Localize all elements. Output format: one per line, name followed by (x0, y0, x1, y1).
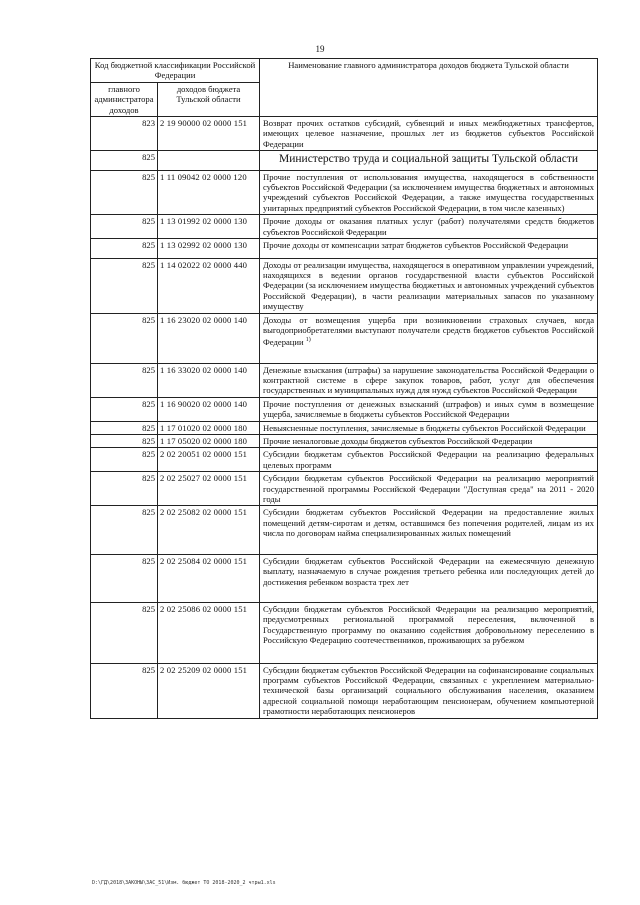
table-row (91, 215, 598, 239)
revenue-administrators-table (90, 58, 598, 719)
cell-spacer (263, 539, 594, 553)
revenue-name-text: Прочие доходы от оказания платных услуг (работ) получателями средств бюджетов субъектов Российской Федерации (263, 216, 595, 237)
revenue-name-text: Доходы от реализации имущества, находящегося в оперативном управлении учреждений, находящихся в ведении органов государственной власти субъектов Российской Федерации (за исключением имущества бюджетных и автономных учреждений субъектов Российской Федерации), в части реализации материальных запасов по указанному имуществу (263, 259, 595, 312)
revenue-code: 2 02 25027 02 0000 151 (158, 472, 260, 506)
admin-code: 825 (91, 363, 158, 397)
revenue-code: 1 11 09042 02 0000 120 (158, 170, 260, 215)
revenue-name (260, 472, 598, 506)
table-row (91, 117, 598, 151)
revenue-name (260, 170, 598, 215)
table-row (91, 448, 598, 472)
admin-code: 825 (91, 554, 158, 602)
cell-spacer (263, 348, 594, 362)
revenue-name-text: Субсидии бюджетам субъектов Российской Федерации на предоставление жилых помещений детям-сиротам и детям, оставшимся без попечения родителей, лицам из их числа по договорам найма специализированных жилых помещений (263, 507, 595, 539)
revenue-name-text: Субсидии бюджетам субъектов Российской Федерации на реализацию мероприятий государственной программы Российской Федерации "Доступная среда" на 2011 - 2020 годы (263, 473, 595, 505)
admin-code: 825 (91, 239, 158, 258)
admin-code: 825 (91, 397, 158, 421)
revenue-name-text: Субсидии бюджетам субъектов Российской Федерации на реализацию федеральных целевых программ (263, 449, 595, 470)
revenue-name (260, 363, 598, 397)
table-row (91, 239, 598, 258)
admin-code: 825 (91, 435, 158, 448)
admin-code: 825 (91, 602, 158, 663)
table-row (91, 170, 598, 215)
revenue-code: 2 02 25082 02 0000 151 (158, 506, 260, 554)
revenue-name-text: Прочие неналоговые доходы бюджетов субъектов Российской Федерации (263, 436, 533, 447)
revenue-name (260, 602, 598, 663)
header-administrator-name: Наименование главного администратора доходов бюджета Тульской области (260, 59, 598, 117)
revenue-name-text: Субсидии бюджетам субъектов Российской Федерации на ежемесячную денежную выплату, назначаемую в случае рождения третьего ребенка или последующих детей до достижения ребенком возраста трех лет (263, 555, 595, 587)
footer-file-path: D:\ГД\2018\ЗАКОНЫ\ЗАС_51\Изм. бюджет ТО 2018-2020_2 чтры1.xls (92, 880, 276, 886)
table-row (91, 472, 598, 506)
table-row (91, 313, 598, 363)
revenue-code: 1 16 23020 02 0000 140 (158, 313, 260, 363)
header-main-administrator: главного администратора доходов (91, 82, 158, 116)
admin-code: 825 (91, 215, 158, 239)
revenue-code: 1 17 01020 02 0000 180 (158, 421, 260, 434)
admin-code: 825 (91, 313, 158, 363)
table-body (91, 117, 598, 719)
admin-code: 825 (91, 472, 158, 506)
table-row (91, 663, 598, 718)
revenue-code: 1 13 02992 02 0000 130 (158, 239, 260, 258)
table-row (91, 151, 598, 170)
revenue-code: 1 14 02022 02 0000 440 (158, 258, 260, 313)
revenue-code: 2 02 20051 02 0000 151 (158, 448, 260, 472)
footnote-marker: 1) (305, 337, 311, 344)
header-budget-classification: Код бюджетной классификации Российской Федерации (91, 59, 260, 83)
revenue-code: 1 13 01992 02 0000 130 (158, 215, 260, 239)
revenue-name (260, 554, 598, 602)
table-row (91, 554, 598, 602)
page-number: 19 (315, 44, 325, 54)
cell-spacer (263, 251, 594, 257)
revenue-name-text: Денежные взыскания (штрафы) за нарушение законодательства Российской Федерации о контрактной системе в сфере закупок товаров, работ, услуг для обеспечения государственных и муниципальных нужд для нужд субъектов Российской Федерации (263, 364, 595, 396)
revenue-name-text: Прочие поступления от денежных взысканий (штрафов) и иных сумм в возмещение ущерба, зачисляемые в бюджеты субъектов Российской Федерации (263, 398, 595, 420)
revenue-name (260, 506, 598, 554)
revenue-name (260, 215, 598, 239)
table-row (91, 506, 598, 554)
revenue-name-text: Доходы от возмещения ущерба при возникновении страховых случаев, когда выгодоприобретателями выступают получатели средств бюджетов субъектов Российской Федерации (263, 314, 595, 348)
admin-code: 825 (91, 421, 158, 434)
revenue-name-text: Возврат прочих остатков субсидий, субвенций и иных межбюджетных трансфертов, имеющих целевое назначение, прошлых лет из бюджетов субъектов Российской Федерации (263, 118, 595, 149)
revenue-name-text: Прочие доходы от компенсации затрат бюджетов субъектов Российской Федерации (263, 240, 569, 251)
revenue-name (260, 117, 598, 151)
admin-code: 825 (91, 151, 158, 170)
revenue-name-text: Министерство труда и социальной защиты Тульской области (279, 153, 579, 166)
admin-code: 825 (91, 663, 158, 718)
table-row (91, 258, 598, 313)
revenue-code (158, 151, 260, 170)
revenue-name-text: Субсидии бюджетам субъектов Российской Федерации на реализацию мероприятий, предусмотренных региональной программой переселения, включенной в Государственную программу по оказанию содействия добровольному переселению в Российскую Федерацию соотечественников, проживающих за рубежом (263, 603, 595, 646)
revenue-code: 2 19 90000 02 0000 151 (158, 117, 260, 151)
table-row (91, 602, 598, 663)
table-row (91, 363, 598, 397)
cell-spacer (263, 646, 594, 662)
revenue-name-text: Невыясненные поступления, зачисляемые в бюджеты субъектов Российской Федерации (263, 422, 586, 433)
revenue-code: 2 02 25209 02 0000 151 (158, 663, 260, 718)
revenue-name (260, 663, 598, 718)
revenue-code: 2 02 25086 02 0000 151 (158, 602, 260, 663)
table-row (91, 435, 598, 448)
admin-code: 825 (91, 170, 158, 215)
revenue-name (260, 448, 598, 472)
ministry-name (260, 151, 598, 170)
table-row (91, 421, 598, 434)
revenue-code: 1 17 05020 02 0000 180 (158, 435, 260, 448)
table-row (91, 397, 598, 421)
cell-spacer (263, 587, 594, 601)
revenue-name (260, 435, 598, 448)
admin-code: 823 (91, 117, 158, 151)
header-revenue-code: доходов бюджета Тульской области (158, 82, 260, 116)
admin-code: 825 (91, 506, 158, 554)
revenue-name-text: Субсидии бюджетам субъектов Российской Федерации на софинансирование социальных программ субъектов Российской Федерации, связанных с укреплением материально-технической базы организаций социального обслуживания населения, оказанием адресной социальной помощи неработающим пенсионерам, обучением компьютерной грамотности неработающих пенсионеров (263, 664, 595, 717)
revenue-code: 1 16 90020 02 0000 140 (158, 397, 260, 421)
revenue-name (260, 258, 598, 313)
revenue-name (260, 421, 598, 434)
revenue-code: 1 16 33020 02 0000 140 (158, 363, 260, 397)
admin-code: 825 (91, 448, 158, 472)
revenue-name-text: Прочие поступления от использования имущества, находящегося в собственности субъектов Российской Федерации (за исключением имущества бюджетных и автономных учреждений субъектов Российской Федерации, а также имущества государственных унитарных предприятий субъектов Российской Федерации, в том числе казенных) (263, 171, 595, 213)
revenue-name (260, 397, 598, 421)
revenue-name (260, 313, 598, 363)
revenue-name (260, 239, 598, 258)
revenue-code: 2 02 25084 02 0000 151 (158, 554, 260, 602)
admin-code: 825 (91, 258, 158, 313)
